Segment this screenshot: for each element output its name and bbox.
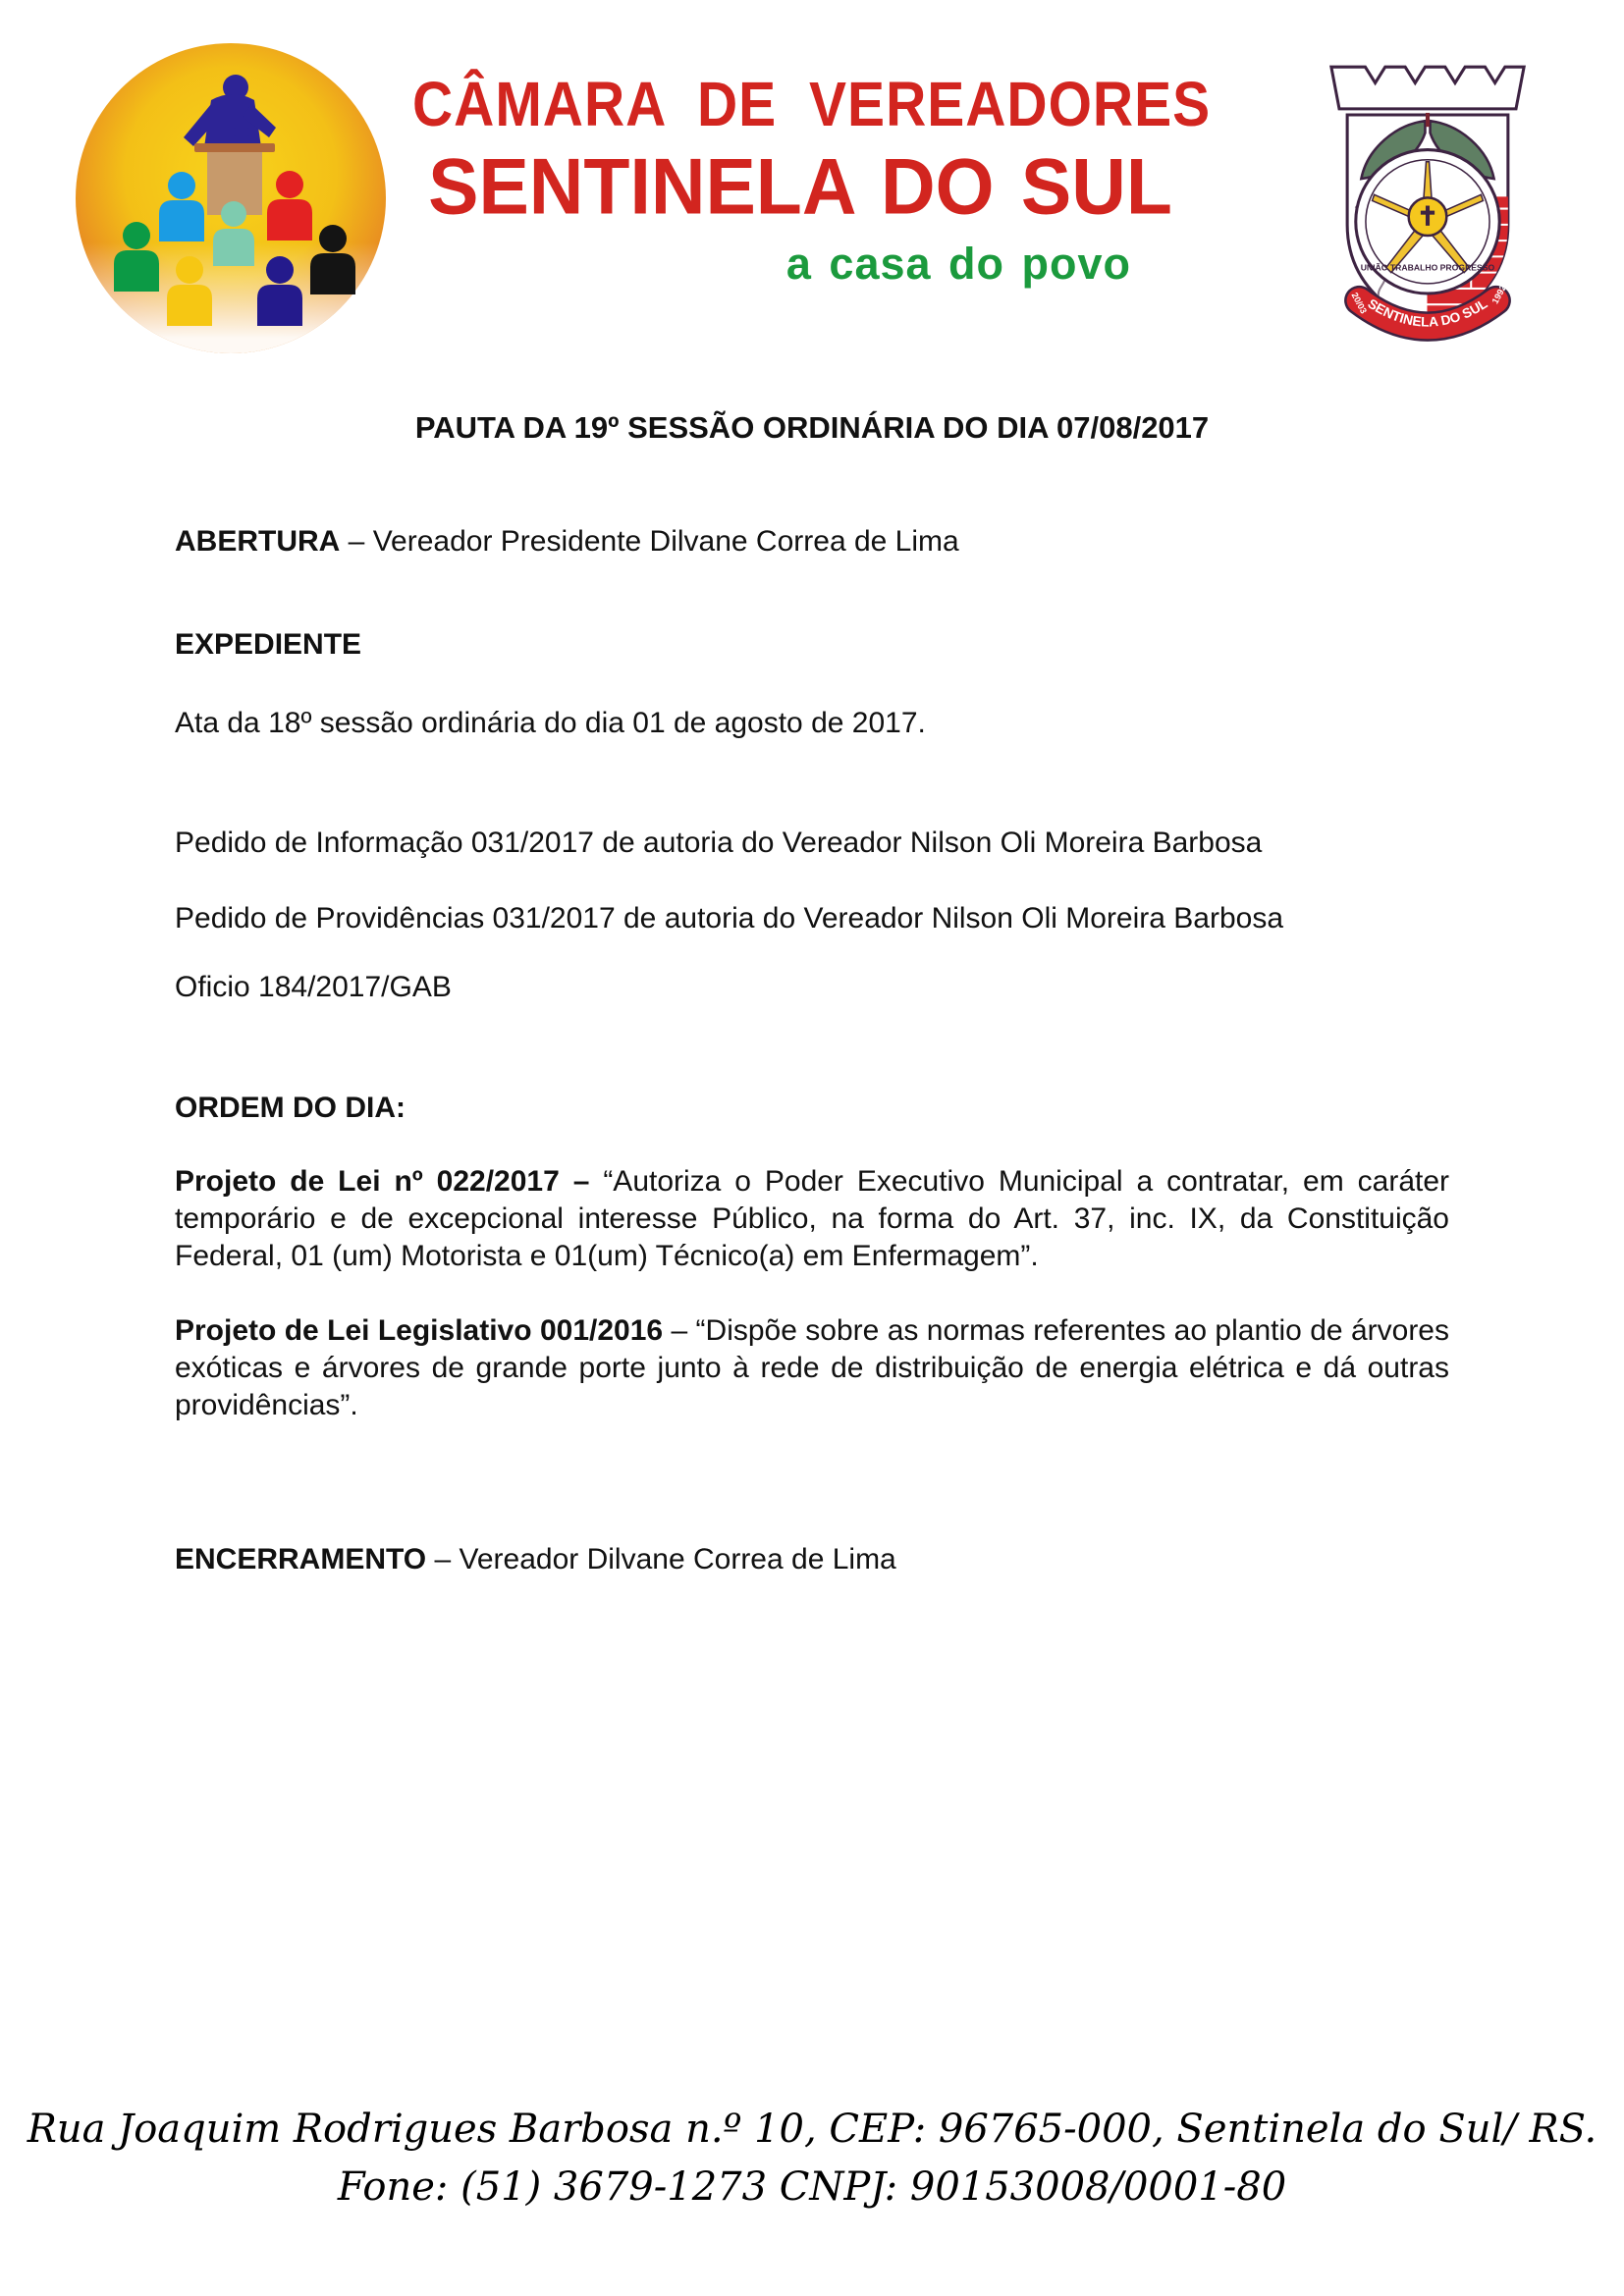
expediente-item-ata: Ata da 18º sessão ordinária do dia 01 de agosto de 2017. xyxy=(175,707,926,739)
projeto-lei-legislativo-paragraph xyxy=(175,1312,1449,1424)
encerramento-label: ENCERRAMENTO xyxy=(175,1543,427,1575)
projeto-lei-body: “Autoriza o Poder Executivo Municipal a contratar, em caráter temporário e de excepcional interesse Público, na forma do Art. 37, inc. IX, da Constituição Federal, 01 (um) Motorista e 01(um) Técnico(a) em Enfermagem”. xyxy=(175,1165,1450,1272)
crest-crown xyxy=(1331,67,1524,109)
expediente-heading: EXPEDIENTE xyxy=(175,628,362,661)
municipal-crest-icon xyxy=(1324,57,1532,351)
org-tagline: a casa do povo xyxy=(785,239,1131,289)
footer-line1: Rua Joaquim Rodrigues Barbosa n.º 10, CEP: 96765-000, Sentinela do Sul/ RS. xyxy=(27,2107,1597,2152)
footer-line2: Fone: (51) 3679-1273 CNPJ: 90153008/0001-80 xyxy=(337,2164,1287,2210)
projeto-lei-legislativo-body: – “Dispõe sobre as normas referentes ao plantio de árvores exóticas e árvores de grande porte junto à rede de distribuição de energia elétrica e dá outras providências”. xyxy=(175,1314,1449,1421)
brand-block xyxy=(412,69,1212,290)
abertura-text: – Vereador Presidente Dilvane Correa de Lima xyxy=(348,525,959,558)
document-body xyxy=(0,358,1624,1578)
projeto-lei-legislativo-lead: Projeto de Lei Legislativo 001/2016 xyxy=(175,1314,664,1347)
page-title: PAUTA DA 19º SESSÃO ORDINÁRIA DO DIA 07/08/2017 xyxy=(414,410,1210,445)
svg-text:1992: 1992 xyxy=(1489,283,1508,306)
expediente-item-pedido-providencias: Pedido de Providências 031/2017 de autoria do Vereador Nilson Oli Moreira Barbosa xyxy=(175,902,1284,934)
crest-motto: UNIÃO TRABALHO PROGRESSO xyxy=(1360,262,1495,273)
council-logo-icon xyxy=(74,41,388,355)
expediente-item-pedido-informacao: Pedido de Informação 031/2017 de autoria do Vereador Nilson Oli Moreira Barbosa xyxy=(175,827,1263,859)
projeto-lei-paragraph xyxy=(175,1163,1449,1275)
org-name-line1: CÂMARA DE VEREADORES xyxy=(412,70,1212,140)
expediente-item-oficio: Oficio 184/2017/GAB xyxy=(175,971,452,1003)
org-name-line2: SENTINELA DO SUL xyxy=(428,142,1172,232)
encerramento-text: – Vereador Dilvane Correa de Lima xyxy=(434,1543,896,1575)
footer-address xyxy=(0,2101,1624,2216)
abertura-line xyxy=(175,523,1449,561)
letterhead xyxy=(0,0,1624,358)
projeto-lei-lead: Projeto de Lei nº 022/2017 – xyxy=(175,1165,590,1198)
crest-banner: SENTINELA DO SUL xyxy=(1365,295,1490,330)
encerramento-line xyxy=(175,1541,1449,1578)
ordem-do-dia-heading: ORDEM DO DIA: xyxy=(175,1092,406,1124)
abertura-label: ABERTURA xyxy=(175,525,341,558)
svg-text:20/03: 20/03 xyxy=(1349,291,1370,316)
